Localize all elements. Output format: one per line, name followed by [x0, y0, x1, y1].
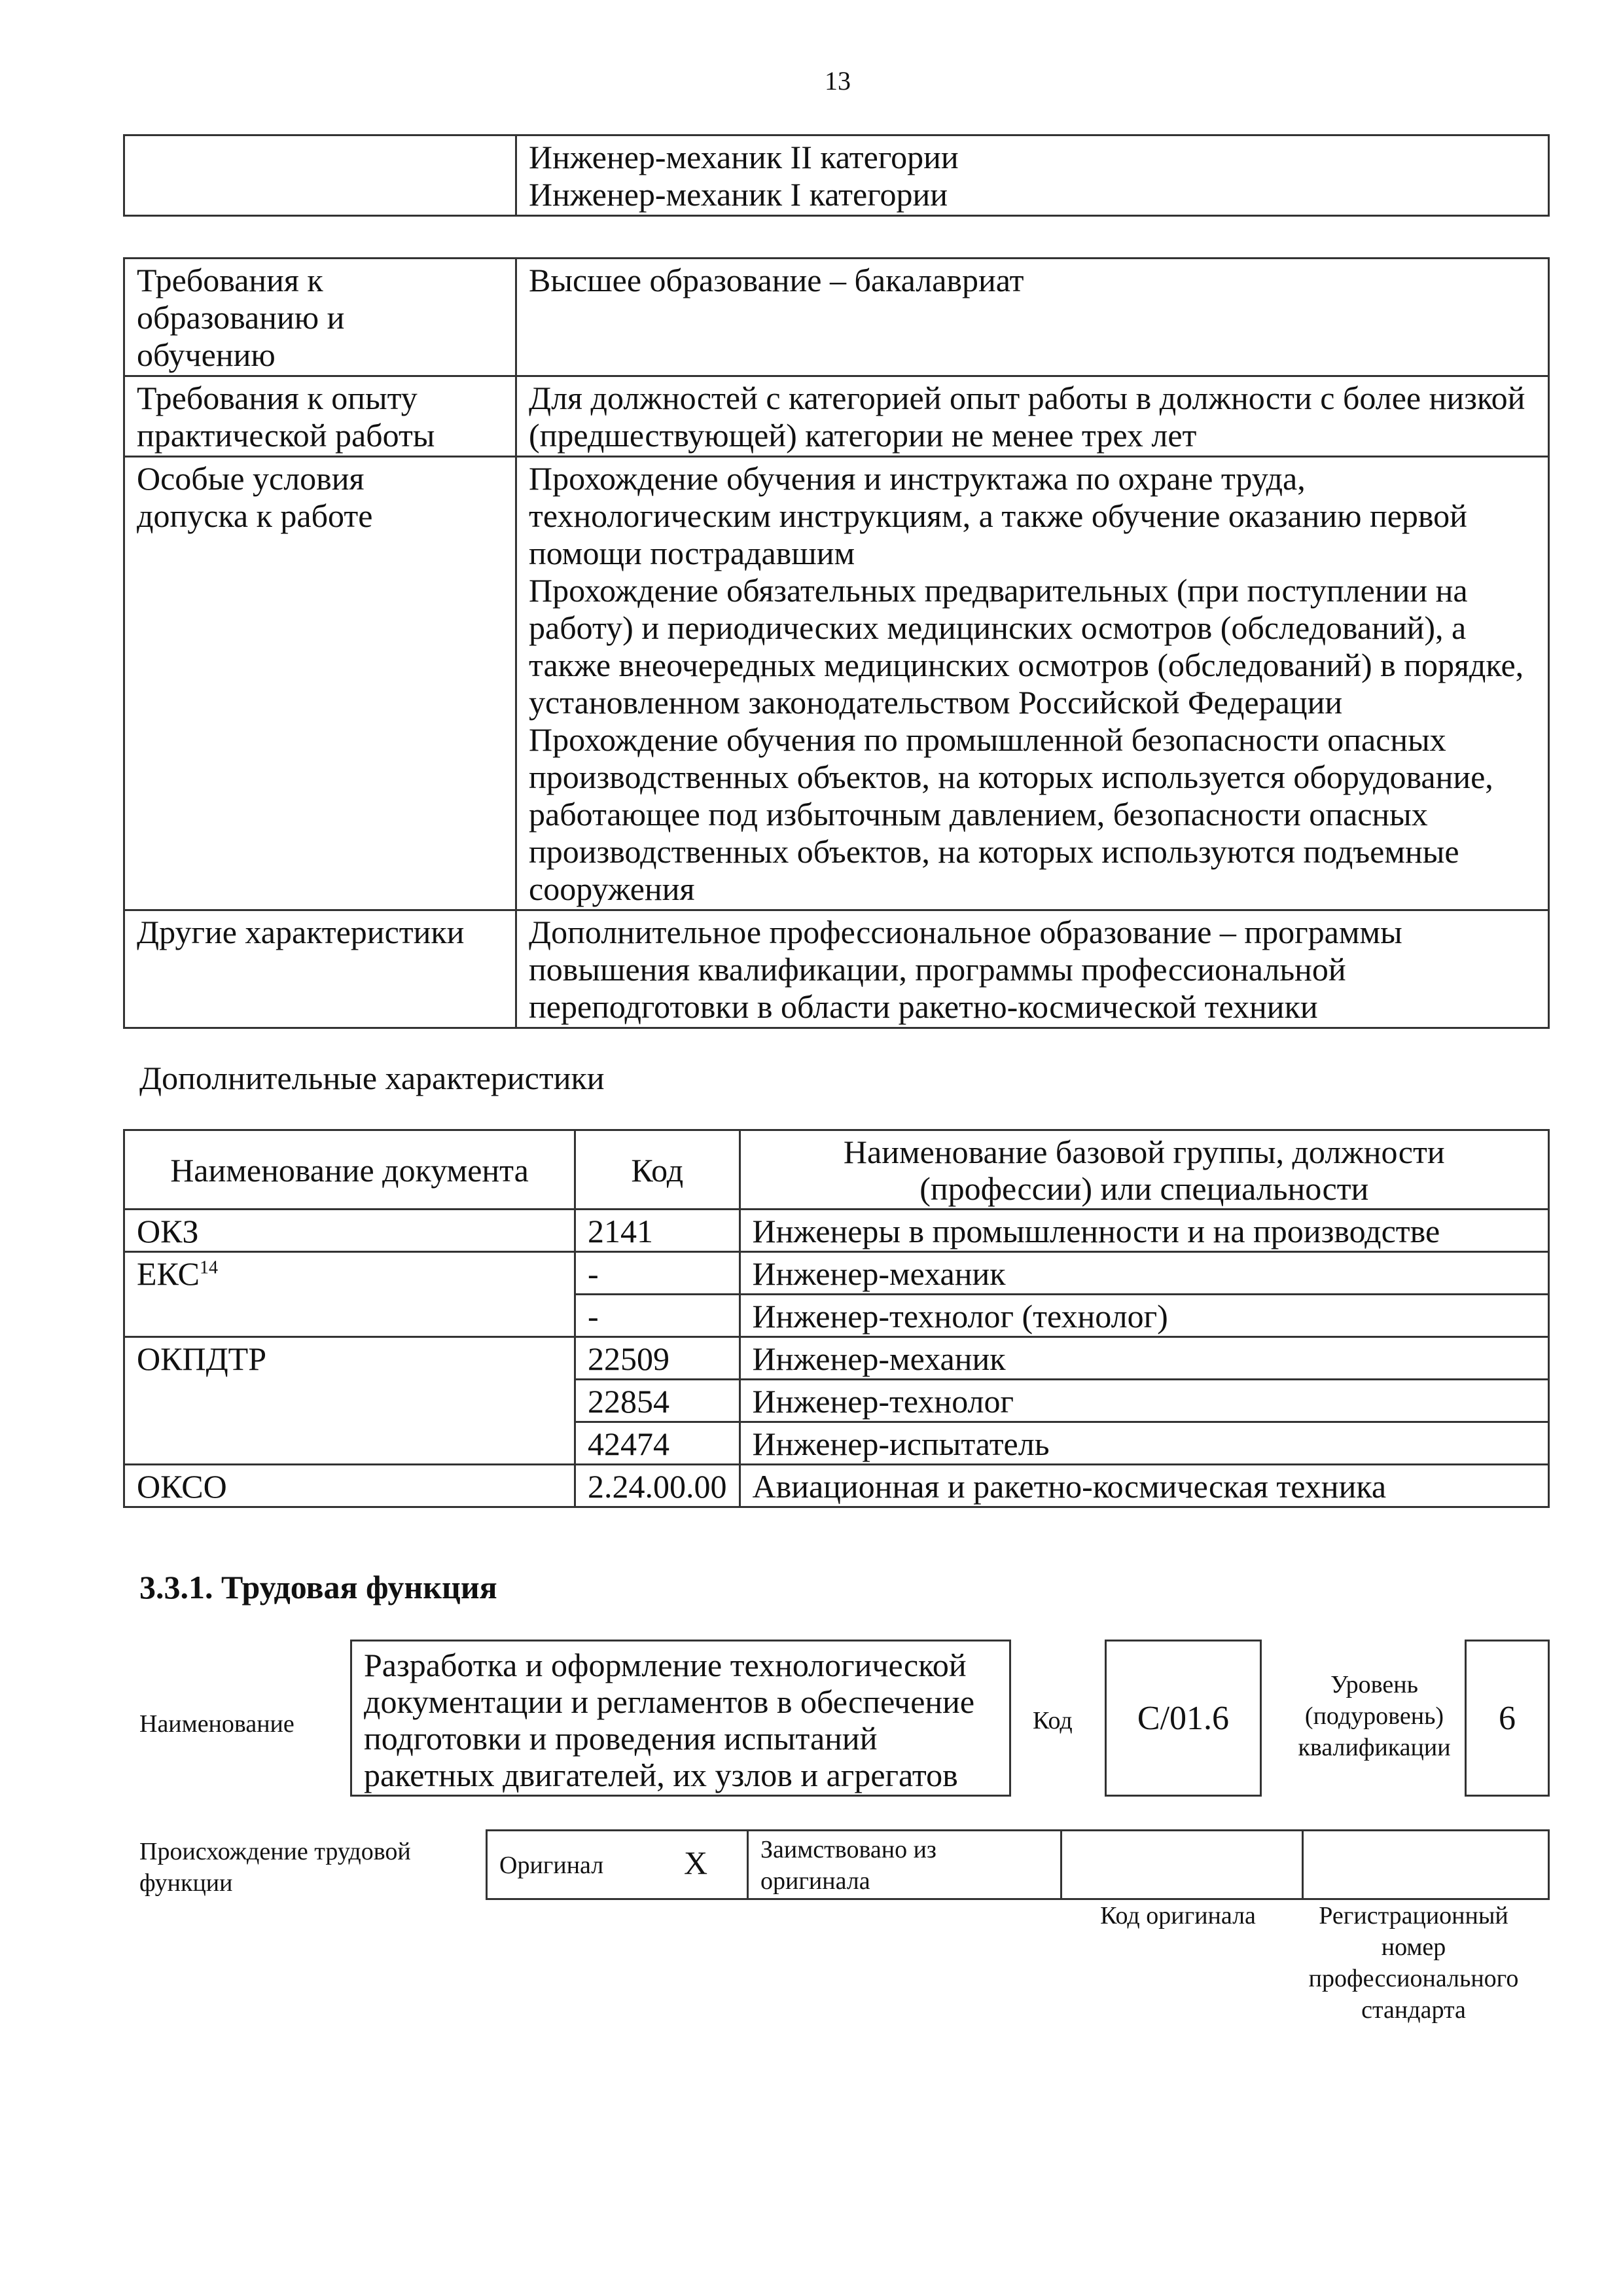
reg-number-line: профессионального: [1308, 1965, 1519, 1992]
value-line: Дополнительное профессиональное образование – программы: [529, 914, 1402, 950]
value-line: Прохождение обязательных предварительных (при поступлении на: [529, 572, 1468, 609]
doc-cell: ОКЗ: [124, 1210, 575, 1252]
value-line: Для должностей с категорией опыт работы в должности с более низкой: [529, 380, 1525, 416]
name-label: Наименование: [139, 1710, 294, 1738]
value-line: сооружения: [529, 870, 695, 907]
doc-cell: ОКПДТР: [124, 1337, 575, 1380]
table-header-row: [124, 1130, 1549, 1210]
section-title: 3.3.1. Трудовая функция: [139, 1569, 497, 1605]
function-name-box: [350, 1640, 1011, 1797]
position-line: Инженер-механик II категории: [529, 139, 959, 175]
level-value-box: 6: [1465, 1640, 1550, 1797]
name-line: ракетных двигателей, их узлов и агрегатов: [364, 1757, 958, 1793]
table-row: [124, 376, 1549, 457]
row-value: [516, 376, 1549, 457]
col-header-name: [740, 1130, 1549, 1210]
table-row: [124, 910, 1549, 1028]
header-line: Наименование базовой группы, должности: [843, 1134, 1445, 1170]
table-row: [124, 1422, 1549, 1465]
table-row: [124, 259, 1549, 376]
name-cell: Инженер-механик: [740, 1252, 1549, 1295]
page-number: 13: [825, 66, 851, 96]
doc-cell: ОКСО: [124, 1465, 575, 1507]
code-value-box: С/01.6: [1105, 1640, 1262, 1797]
col-header-doc: Наименование документа: [124, 1130, 575, 1210]
value-line: Прохождение обучения и инструктажа по охране труда,: [529, 460, 1306, 497]
footnote-mark: 14: [200, 1257, 218, 1278]
value-line: работу) и периодических медицинских осмотров (обследований), а: [529, 609, 1467, 646]
header-line: (профессии) или специальности: [919, 1170, 1369, 1207]
level-label-line: (подуровень): [1304, 1702, 1444, 1730]
code-cell: 2141: [575, 1210, 740, 1252]
code-cell: -: [575, 1252, 740, 1295]
label-line: Особые условия: [137, 460, 365, 497]
origin-label-line: функции: [139, 1869, 233, 1897]
name-cell: Инженер-механик: [740, 1337, 1549, 1380]
table-row: [124, 135, 1549, 216]
doc-cell-empty: [124, 1380, 575, 1422]
table-row: [124, 1337, 1549, 1380]
origin-label-line: Происхождение трудовой: [139, 1838, 411, 1865]
additional-table: [123, 1129, 1550, 1508]
code-cell: 42474: [575, 1422, 740, 1465]
row-value: [516, 457, 1549, 910]
value-line: технологическим инструкциям, а также обучение оказанию первой: [529, 497, 1467, 534]
code-cell: 2.24.00.00: [575, 1465, 740, 1507]
row-label: [124, 457, 516, 910]
value-line: производственных объектов, на которых используется оборудование,: [529, 759, 1493, 795]
code-original-label: Код оригинала: [1100, 1902, 1256, 1929]
origin-label: [139, 1836, 411, 1899]
reg-number-cell: [1303, 1831, 1549, 1899]
col-header-code: Код: [575, 1130, 740, 1210]
origin-table: [486, 1829, 1550, 1900]
label-line: практической работы: [137, 417, 435, 454]
value-line: повышения квалификации, программы профессиональной: [529, 951, 1346, 988]
name-line: документации и регламентов в обеспечение: [364, 1683, 975, 1720]
name-cell: Инженер-испытатель: [740, 1422, 1549, 1465]
row-label: [124, 376, 516, 457]
label-line: допуска к работе: [137, 497, 373, 534]
value-line: переподготовки в области ракетно-космической техники: [529, 988, 1318, 1025]
reg-number-line: номер: [1381, 1933, 1446, 1961]
table-cell-positions: [516, 135, 1549, 216]
table-row: [124, 1465, 1549, 1507]
table-row: [124, 457, 1549, 910]
label-line: Требования к: [137, 262, 323, 298]
level-label: [1266, 1669, 1482, 1763]
row-label: [124, 259, 516, 376]
label-line: образованию и: [137, 299, 345, 336]
value-line: Высшее образование – бакалавриат: [529, 262, 1024, 298]
value-line: установленном законодательством Российской Федерации: [529, 684, 1343, 721]
borrowed-label-line: Заимствовано из: [760, 1836, 936, 1863]
borrowed-cell: [748, 1831, 1061, 1899]
name-line: Разработка и оформление технологической: [364, 1647, 967, 1683]
value-line: (предшествующей) категории не менее трех лет: [529, 417, 1197, 454]
original-cell: [487, 1831, 748, 1899]
table-row: [124, 1295, 1549, 1337]
original-mark: X: [684, 1844, 708, 1881]
table-row: [487, 1831, 1549, 1899]
label-line: обучению: [137, 336, 276, 373]
top-table: [123, 134, 1550, 217]
code-cell: 22854: [575, 1380, 740, 1422]
code-cell: -: [575, 1295, 740, 1337]
name-cell: Инженеры в промышленности и на производстве: [740, 1210, 1549, 1252]
value-line: помощи пострадавшим: [529, 535, 855, 571]
borrowed-label-line: оригинала: [760, 1867, 870, 1895]
value-line: Прохождение обучения по промышленной безопасности опасных: [529, 721, 1446, 758]
table-row: [124, 1252, 1549, 1295]
value-line: работающее под избыточным давлением, безопасности опасных: [529, 796, 1428, 833]
label-line: Требования к опыту: [137, 380, 418, 416]
value-line: производственных объектов, на которых используются подъемные: [529, 833, 1459, 870]
doc-cell: [124, 1252, 575, 1295]
name-cell: Инженер-технолог (технолог): [740, 1295, 1549, 1337]
row-label: [124, 910, 516, 1028]
doc-cell-empty: [124, 1295, 575, 1337]
reg-number-label: [1276, 1900, 1551, 2026]
value-line: также внеочередных медицинских осмотров (обследований) в порядке,: [529, 647, 1524, 683]
row-value: [516, 259, 1549, 376]
reg-number-line: Регистрационный: [1319, 1902, 1508, 1929]
doc-cell-empty: [124, 1422, 575, 1465]
requirements-table: [123, 257, 1550, 1029]
table-row: [124, 1380, 1549, 1422]
code-cell: 22509: [575, 1337, 740, 1380]
level-label-line: квалификации: [1298, 1734, 1451, 1761]
reg-number-line: стандарта: [1361, 1996, 1466, 2024]
label-line: Другие характеристики: [137, 914, 465, 950]
section-heading: Дополнительные характеристики: [139, 1060, 605, 1096]
level-label-line: Уровень: [1330, 1671, 1418, 1698]
doc-label: ЕКС: [137, 1255, 200, 1292]
name-line: подготовки и проведения испытаний: [364, 1720, 878, 1757]
table-cell-empty: [124, 135, 516, 216]
name-cell: Авиационная и ракетно-космическая техника: [740, 1465, 1549, 1507]
table-row: [124, 1210, 1549, 1252]
code-label: Код: [1033, 1707, 1073, 1734]
code-original-cell: [1061, 1831, 1303, 1899]
name-cell: Инженер-технолог: [740, 1380, 1549, 1422]
position-line: Инженер-механик I категории: [529, 176, 948, 213]
original-label: Оригинал: [499, 1852, 604, 1879]
row-value: [516, 910, 1549, 1028]
